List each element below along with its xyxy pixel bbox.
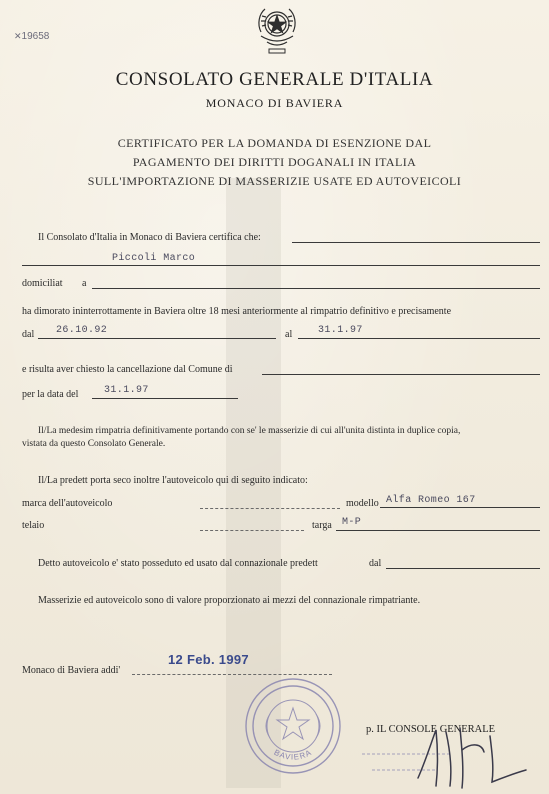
vehicle-owned-since-label: dal [369, 558, 382, 569]
plate-value: M-P [342, 517, 362, 528]
consul-title: p. IL CONSOLE GENERALE [366, 724, 496, 735]
holder-name: Piccoli Marco [112, 253, 196, 264]
serial-number: ✕19658 [14, 31, 50, 42]
plate-line [336, 530, 540, 531]
consulate-title: CONSOLATO GENERALE D'ITALIA [115, 69, 434, 90]
deregistration-line [262, 374, 540, 375]
holder-name-line [22, 265, 540, 266]
consulate-seal-icon [240, 674, 345, 784]
value-statement: Masserizie ed autoveicolo sono di valore proporzionato ai mezzi del connazionale rimpatriante. [38, 595, 421, 606]
certifies-line [292, 242, 540, 243]
by-date: 31.1.97 [104, 385, 149, 396]
make-line [200, 508, 340, 509]
chassis-line [200, 530, 304, 531]
residence-statement: ha dimorato ininterrottamente in Baviera oltre 18 mesi anteriormente al rimpatrio definitivo e precisamente [22, 306, 452, 317]
domicile-label: domiciliat [22, 278, 63, 289]
certificate-title-line-1: CERTIFICATO PER LA DOMANDA DI ESENZIONE DAL [117, 136, 432, 150]
repatriation-statement-line-2: vistata da questo Consolato Generale. [22, 439, 166, 449]
from-date: 26.10.92 [56, 325, 108, 336]
deregistration-label: e risulta aver chiesto la cancellazione dal Comune di [22, 364, 233, 375]
vehicle-owned-since-line [386, 568, 540, 569]
by-date-line [92, 398, 238, 399]
from-label: dal [22, 329, 35, 340]
handwritten-signature-icon [412, 720, 532, 792]
italian-emblem-icon [255, 2, 299, 58]
svg-text:BAVIERA [273, 748, 314, 762]
stamped-date: 12 Feb. 1997 [168, 652, 249, 667]
certifies-label: Il Consolato d'Italia in Monaco di Baviera certifica che: [38, 232, 261, 243]
certificate-title-line-3: SULL'IMPORTAZIONE DI MASSERIZIE USATE ED AUTOVEICOLI [87, 174, 462, 188]
to-date: 31.1.97 [318, 325, 363, 336]
vehicle-intro: Il/La predett porta seco inoltre l'autoveicolo qui di seguito indicato: [38, 475, 308, 486]
consulate-city: MONACO DI BAVIERA [205, 96, 344, 110]
by-date-label: per la data del [22, 389, 79, 400]
certificate-title-line-2: PAGAMENTO DEI DIRITTI DOGANALI IN ITALIA [132, 155, 417, 169]
domicile-a-label: a [82, 278, 87, 289]
repatriation-statement-line-1: Il/La medesim rimpatria definitivamente portando con se' le masserizie di cui all'unita distinta in duplice copia, [38, 426, 461, 436]
vehicle-owned-label: Detto autoveicolo e' stato posseduto ed usato dal connazionale predett [38, 558, 318, 569]
to-date-line [298, 338, 540, 339]
make-label: marca dell'autoveicolo [22, 498, 113, 509]
model-label: modello [346, 498, 379, 509]
place-date-label: Monaco di Baviera addi' [22, 665, 121, 676]
model-line [380, 507, 540, 508]
from-date-line [38, 338, 276, 339]
model-value: Alfa Romeo 167 [386, 495, 476, 506]
plate-label: targa [312, 520, 332, 531]
to-label: al [285, 329, 293, 340]
seal-ring-text: BAVIERA [272, 747, 314, 762]
domicile-line [92, 288, 540, 289]
chassis-label: telaio [22, 520, 45, 531]
